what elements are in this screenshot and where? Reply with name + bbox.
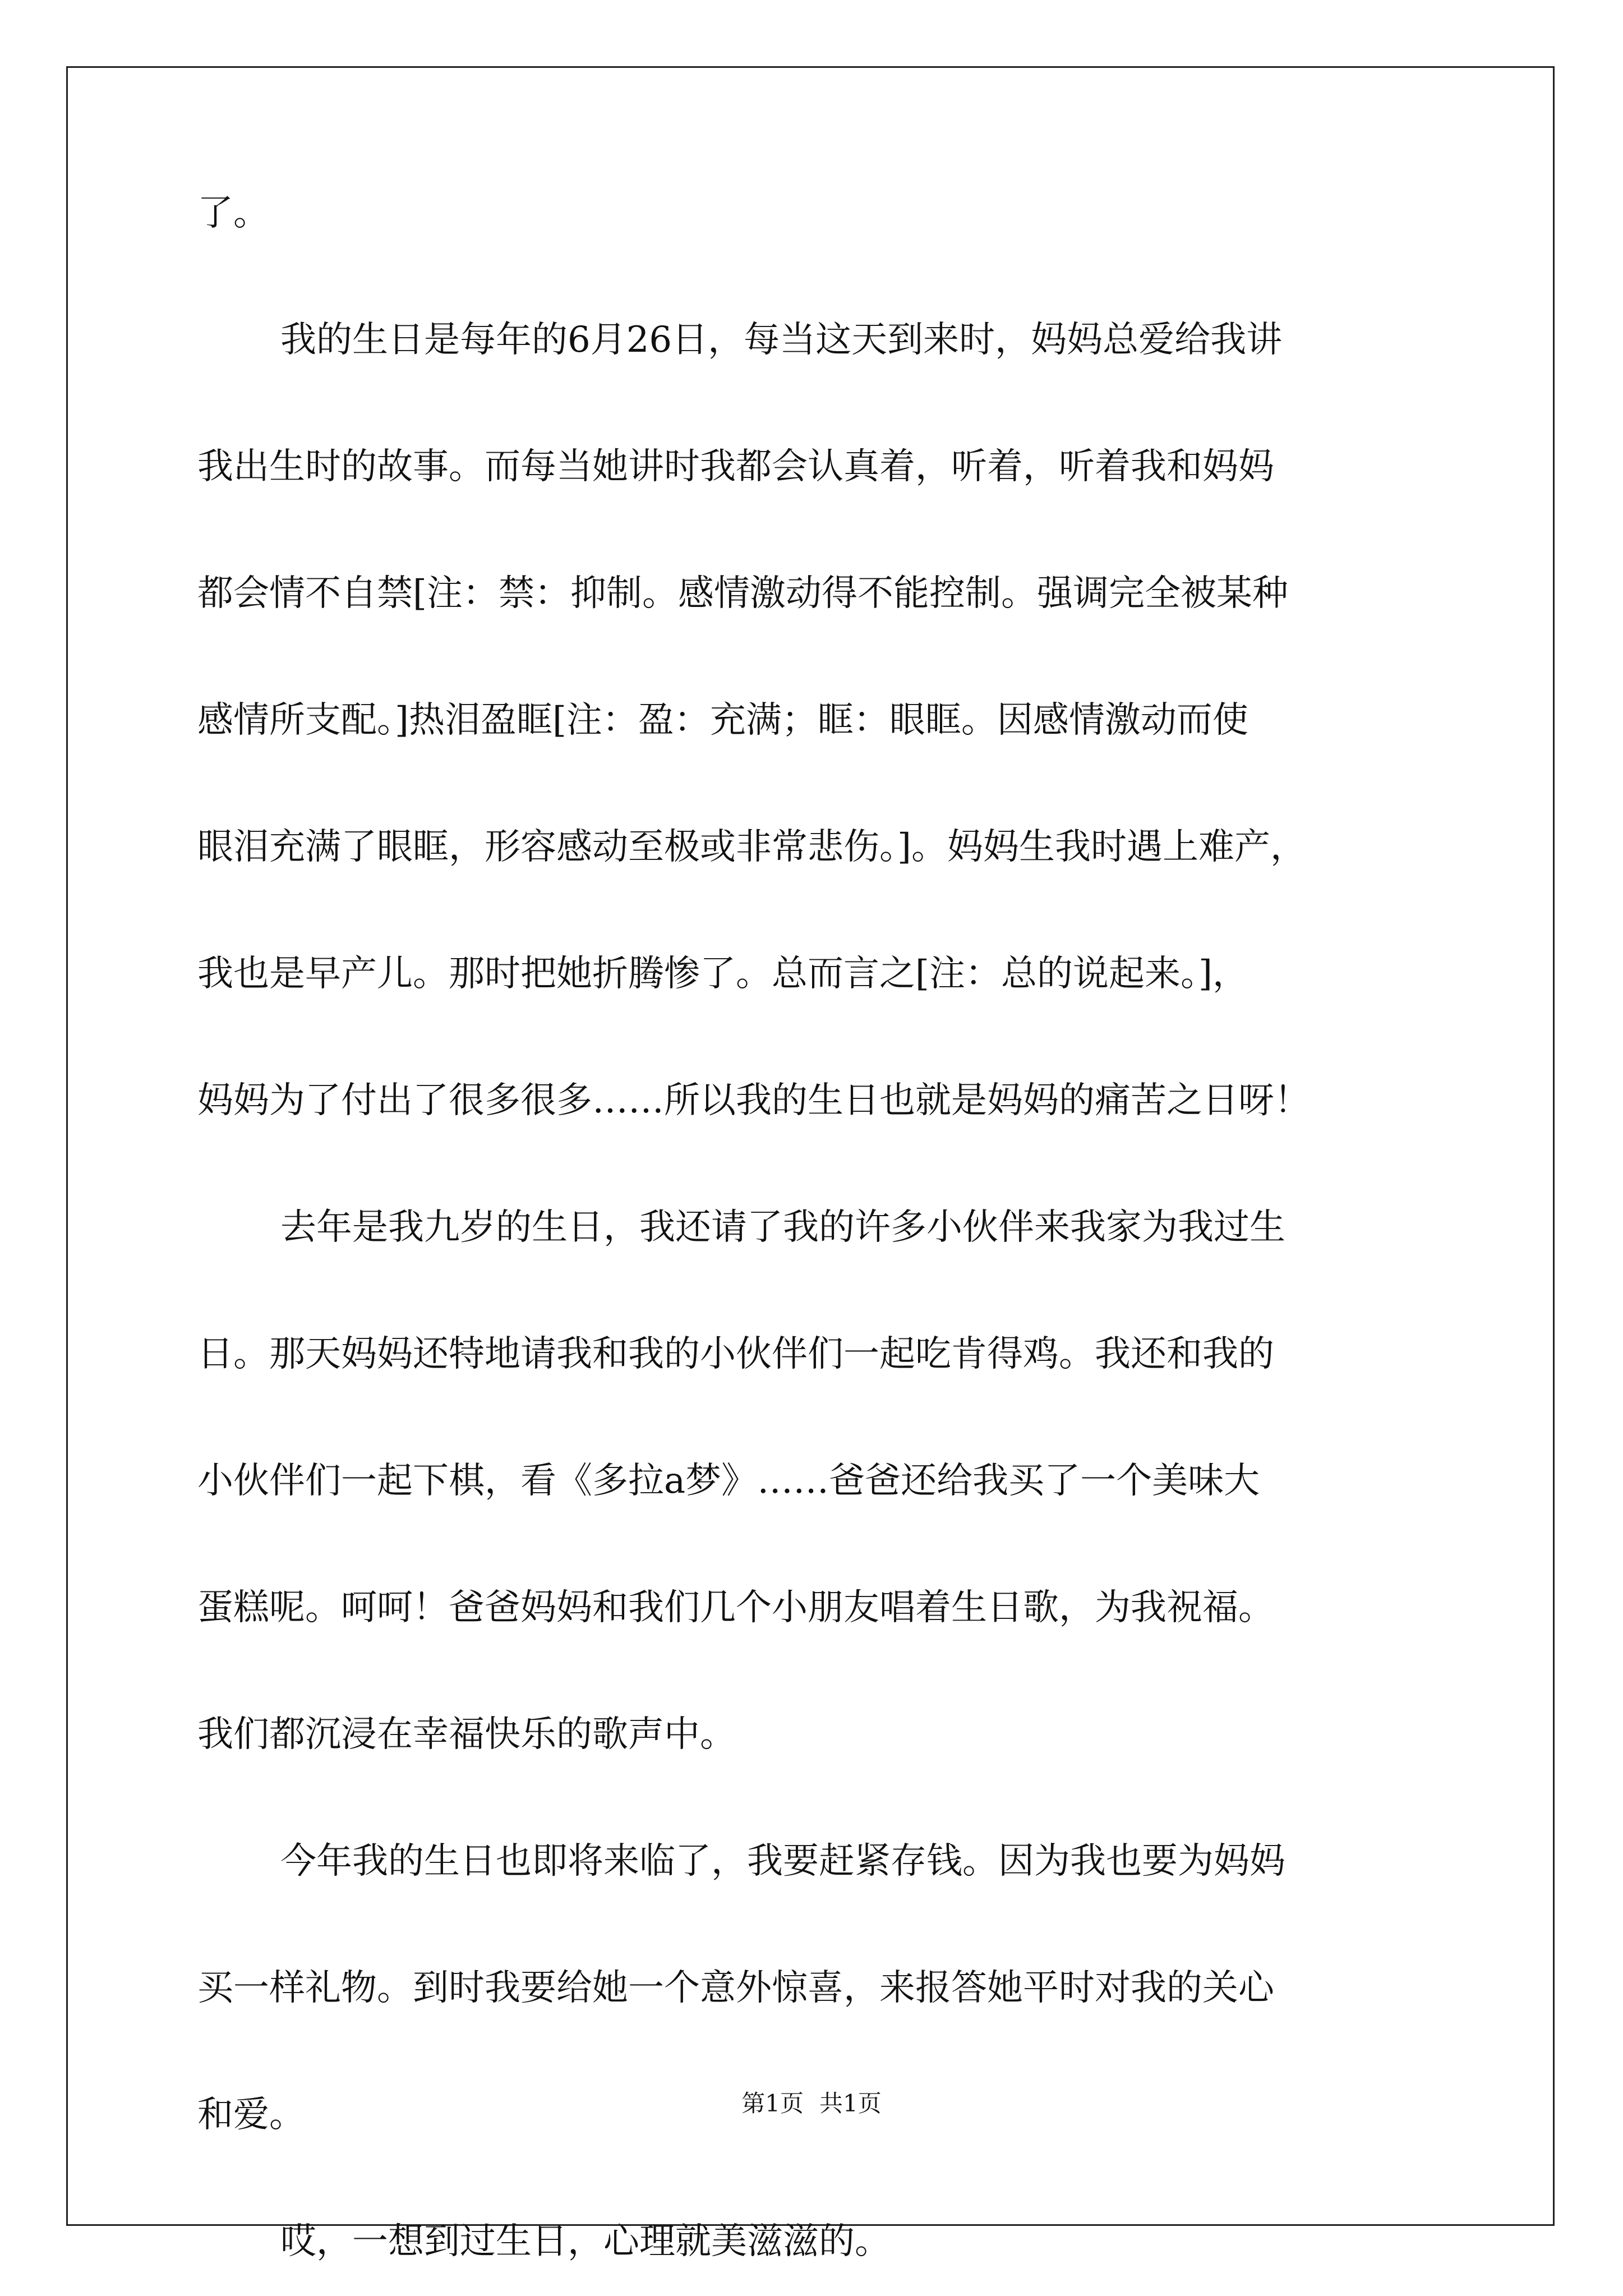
text-line: 买一样礼物。到时我要给她一个意外惊喜，来报答她平时对我的关心 [197, 1967, 1274, 2009]
page-footer [0, 2088, 1623, 2119]
text-line: 了。 [197, 192, 269, 234]
text-line: 眼泪充满了眼眶，形容感动至极或非常悲伤。]。妈妈生我时遇上难产， [197, 826, 1306, 868]
text-line: 感情所支配。]热泪盈眶[注：盈：充满；眶：眼眶。因感情激动而使 [197, 700, 1248, 741]
page-number-current: 第1页 [741, 2090, 804, 2117]
text-line: 我出生时的故事。而每当她讲时我都会认真着，听着，听着我和妈妈 [197, 446, 1274, 487]
page-frame [66, 66, 1555, 2226]
text-line: 我也是早产儿。那时把她折腾惨了。总而言之[注：总的说起来。]， [197, 953, 1248, 995]
text-line: 哎，一想到过生日，心理就美滋滋的。 [280, 2221, 891, 2262]
text-line: 蛋糕呢。呵呵！爸爸妈妈和我们几个小朋友唱着生日歌，为我祝福。 [197, 1587, 1274, 1628]
text-line: 去年是我九岁的生日，我还请了我的许多小伙伴来我家为我过生 [280, 1207, 1285, 1248]
text-line: 小伙伴们一起下棋，看《多拉a梦》……爸爸还给我买了一个美味大 [197, 1460, 1260, 1502]
text-line: 日。那天妈妈还特地请我和我的小伙伴们一起吃肯得鸡。我还和我的 [197, 1333, 1274, 1375]
text-line: 今年我的生日也即将来临了，我要赶紧存钱。因为我也要为妈妈 [280, 1841, 1285, 1882]
text-line: 都会情不自禁[注：禁：抑制。感情激动得不能控制。强调完全被某种 [197, 573, 1288, 614]
text-line: 我们都沉浸在幸福快乐的歌声中。 [197, 1714, 736, 1755]
text-line: 和爱。 [197, 2094, 305, 2136]
text-line: 妈妈为了付出了很多很多……所以我的生日也就是妈妈的痛苦之日呀！ [197, 1080, 1310, 1121]
page-number-total: 共1页 [819, 2090, 882, 2117]
text-line: 我的生日是每年的6月26日，每当这天到来时，妈妈总爱给我讲 [280, 319, 1283, 361]
